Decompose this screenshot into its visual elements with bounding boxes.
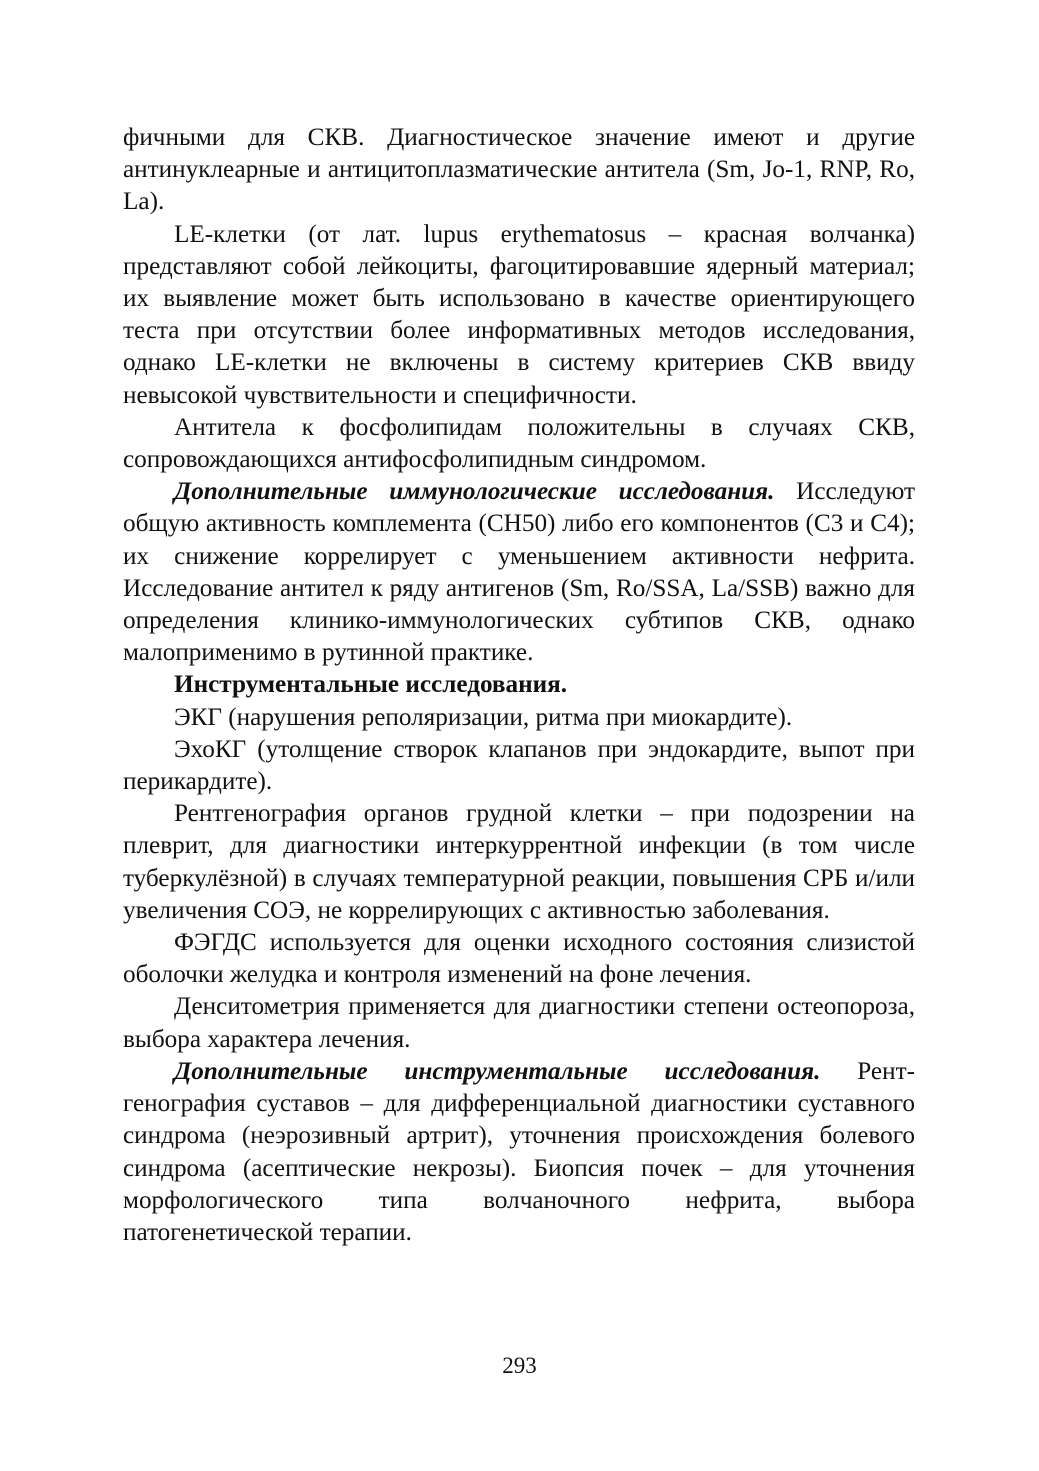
heading-additional-immunology: Дополнительные иммунологические исследования. xyxy=(174,478,775,506)
text-additional-instrumental: Рентгенография суставов – для дифференциальной диагностики суставного синдрома (неэрозивный артрит), уточнения происхождения болевого синдрома (асептические некрозы). Биопсия почек – для уточнения морфологического типа волчаночного нефрита, выбора патогенетической терапии. xyxy=(123,1057,915,1246)
paragraph-additional-instrumental xyxy=(123,1056,915,1249)
paragraph-additional-immunology xyxy=(123,476,915,669)
paragraph-densitometry: Денситометрия применяется для диагностики степени остеопороза, выбора характера лечения. xyxy=(123,993,915,1053)
heading-additional-instrumental: Дополнительные инструментальные исследования. xyxy=(174,1057,821,1085)
paragraph-echocg: ЭхоКГ (утолщение створок клапанов при эндокардите, выпот при перикардите). xyxy=(123,735,915,796)
text-additional-immunology: Исследуют общую активность комплемента (СН50) либо его компонентов (С3 и С4); их снижение коррелирует с уменьшением активности нефрита. Исследование антител к ряду антигенов (Sm, Ro/SSA, La/SSB) важно для определения клинико-иммунологических субтипов СКВ, однако малоприменимо в рутинной практике. xyxy=(123,478,916,667)
paragraph-fegds: ФЭГДС используется для оценки исходного состояния слизистой оболочки желудка и контроля изменений на фоне лечения. xyxy=(123,929,915,989)
page-body xyxy=(123,122,915,1249)
paragraph-chest-xray: Рентгенография органов грудной клетки – при подозрении на плеврит, для диагностики интеркуррентной инфекции (в том числе туберкулёзной) в случаях температурной реакции, повышения СРБ и/или увеличения СОЭ, не коррелирующих с активностью заболевания. xyxy=(123,800,915,924)
paragraph-le-cells: LE-клетки (от лат. lupus erythematosus – красная волчанка) представляют собой лейкоциты, фагоцитировавшие ядерный материал; их выявление может быть использовано в качестве ориентирующего теста при отсутствии более информативных методов исследования, однако LE-клетки не включены в систему критериев СКВ ввиду невысокой чувствительности и специфичности. xyxy=(123,220,915,409)
paragraph-phospholipid-antibodies: Антитела к фосфолипидам положительны в случаях СКВ, сопровождающихся антифосфолипидным синдромом. xyxy=(123,413,915,474)
paragraph-ecg: ЭКГ (нарушения реполяризации, ритма при миокардите). xyxy=(174,703,793,731)
paragraph-sle-antibodies: фичными для СКВ. Диагностическое значение имеют и другие антинуклеарные и антицитоплазматические антитела (Sm, Jo-1, RNP, Ro, La). xyxy=(123,124,915,216)
heading-instrumental: Инструментальные исследования. xyxy=(174,671,568,699)
page-number: 293 xyxy=(502,1353,537,1378)
paragraph-instrumental-heading xyxy=(123,669,915,701)
